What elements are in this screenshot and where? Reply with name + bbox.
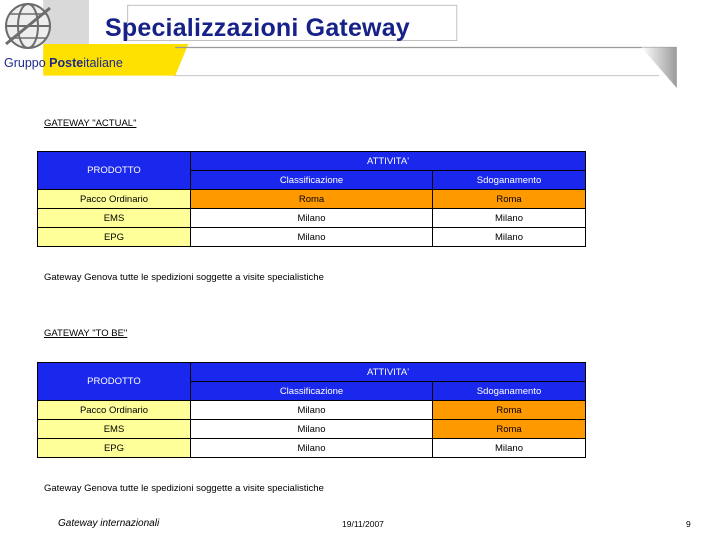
cell-sdoganamento: Milano	[433, 439, 586, 458]
col-header-activity: ATTIVITA'	[191, 152, 586, 171]
section-label-tobe: GATEWAY "TO BE"	[44, 328, 128, 339]
cell-sdoganamento: Roma	[433, 401, 586, 420]
section-label-actual: GATEWAY "ACTUAL"	[44, 118, 137, 129]
col-header-product: PRODOTTO	[38, 363, 191, 401]
footer-title: Gateway internazionali	[58, 518, 160, 529]
col-header-sdoganamento: Sdoganamento	[433, 171, 586, 190]
cell-sdoganamento: Milano	[433, 228, 586, 247]
note-tobe: Gateway Genova tutte le spedizioni soggette a visite specialistiche	[44, 483, 324, 494]
brand-logo-text: Gruppo Posteitaliane	[4, 56, 123, 70]
cell-product: Pacco Ordinario	[38, 401, 191, 420]
cell-classificazione: Milano	[191, 228, 433, 247]
table-row	[38, 209, 586, 228]
page-number: 9	[686, 519, 691, 529]
table-row	[38, 420, 586, 439]
cell-product: EMS	[38, 420, 191, 439]
actual-table	[37, 151, 586, 247]
cell-product: EMS	[38, 209, 191, 228]
table-row	[38, 190, 586, 209]
page-title: Specializzazioni Gateway	[105, 14, 410, 42]
cell-sdoganamento: Roma	[433, 190, 586, 209]
tobe-table	[37, 362, 586, 458]
globe-logo-icon	[0, 0, 60, 52]
cell-sdoganamento: Roma	[433, 420, 586, 439]
table-row	[38, 401, 586, 420]
col-header-activity: ATTIVITA'	[191, 363, 586, 382]
cell-classificazione: Milano	[191, 401, 433, 420]
cell-classificazione: Milano	[191, 209, 433, 228]
note-actual: Gateway Genova tutte le spedizioni soggette a visite specialistiche	[44, 272, 324, 283]
cell-product: EPG	[38, 439, 191, 458]
table-row	[38, 439, 586, 458]
cell-classificazione: Roma	[191, 190, 433, 209]
footer-date: 19/11/2007	[342, 519, 384, 529]
table-header-row	[38, 152, 586, 171]
cell-classificazione: Milano	[191, 420, 433, 439]
table-header-row	[38, 363, 586, 382]
cell-product: Pacco Ordinario	[38, 190, 191, 209]
col-header-product: PRODOTTO	[38, 152, 191, 190]
cell-sdoganamento: Milano	[433, 209, 586, 228]
cell-product: EPG	[38, 228, 191, 247]
table-row	[38, 228, 586, 247]
col-header-classificazione: Classificazione	[191, 382, 433, 401]
col-header-classificazione: Classificazione	[191, 171, 433, 190]
col-header-sdoganamento: Sdoganamento	[433, 382, 586, 401]
cell-classificazione: Milano	[191, 439, 433, 458]
